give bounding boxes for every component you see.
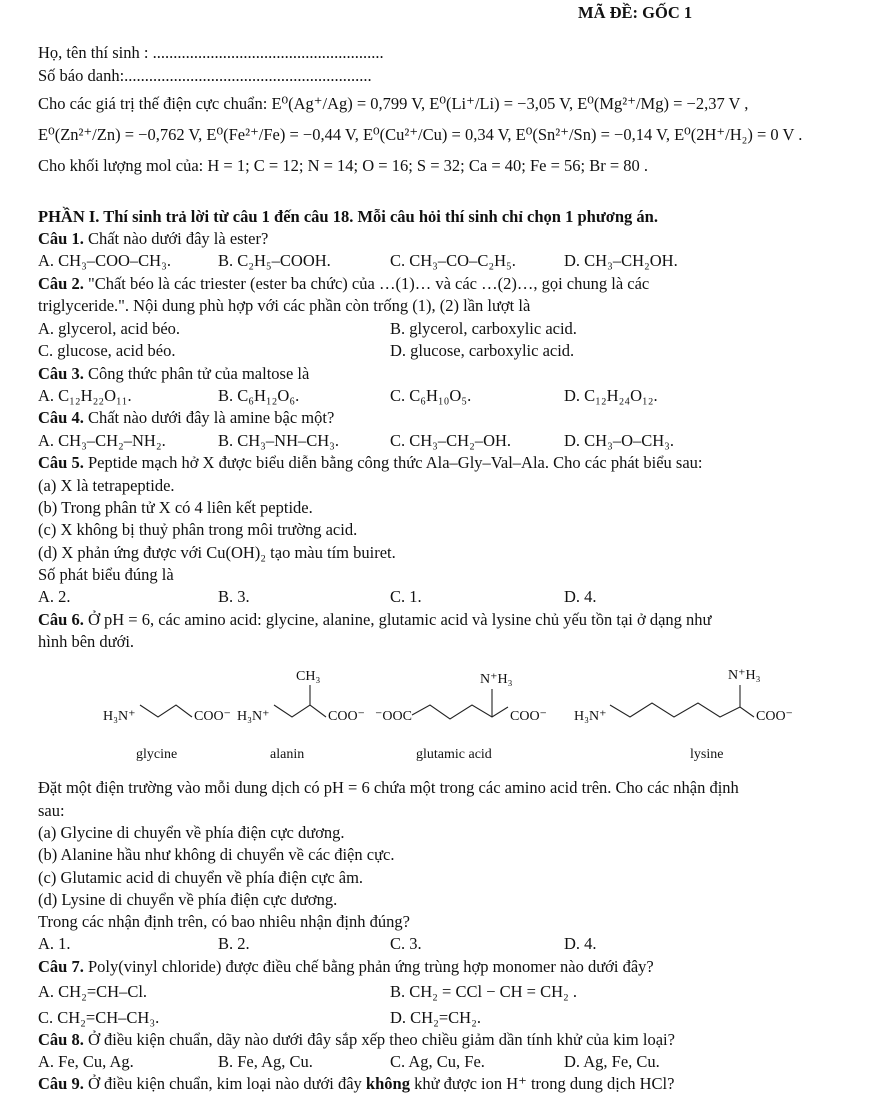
q6-option-a[interactable]: A. 1. bbox=[38, 934, 71, 953]
q3-option-d[interactable]: D. C₁₂H₂₄O₁₂. bbox=[564, 386, 658, 405]
glutamic-structure bbox=[375, 672, 547, 762]
q6-stem-2: hình bên dưới. bbox=[38, 632, 135, 651]
q6-stem: Câu 6. Ở pH = 6, các amino acid: glycine, alanine, glutamic acid và lysine chủ yếu tồn tại ở dạng như bbox=[38, 610, 712, 629]
q4-option-a[interactable]: A. CH₃–CH₂–NH₂. bbox=[38, 431, 166, 450]
q1-option-c[interactable]: C. CH₃–CO–C₂H₅. bbox=[390, 251, 516, 270]
alanine-methyl: CH₃ bbox=[296, 669, 321, 684]
q6-statement-d: (d) Lysine di chuyển về phía điện cực dương. bbox=[38, 890, 338, 909]
exam-code: MÃ ĐỀ: GỐC 1 bbox=[578, 3, 693, 22]
q1-stem: Câu 1. Chất nào dưới đây là ester? bbox=[38, 229, 269, 248]
q5-statement-a: (a) X là tetrapeptide. bbox=[38, 476, 175, 495]
q2-option-c[interactable]: C. glucose, acid béo. bbox=[38, 341, 176, 360]
q7-option-a[interactable]: A. CH₂=CH–Cl. bbox=[38, 982, 148, 1001]
q6-statement-c: (c) Glutamic acid di chuyển về phía điện cực âm. bbox=[38, 868, 364, 887]
q2-option-a[interactable]: A. glycerol, acid béo. bbox=[38, 319, 181, 338]
glycine-carboxyl: COO⁻ bbox=[194, 709, 231, 724]
q2-option-d[interactable]: D. glucose, carboxylic acid. bbox=[390, 341, 575, 360]
glutamic-amine: N⁺H₃ bbox=[480, 672, 513, 687]
q8-option-a[interactable]: A. Fe, Cu, Ag. bbox=[38, 1052, 134, 1071]
q2-option-b[interactable]: B. glycerol, carboxylic acid. bbox=[390, 319, 577, 338]
amino-acid-figure bbox=[100, 655, 800, 770]
q8-option-b[interactable]: B. Fe, Ag, Cu. bbox=[218, 1052, 313, 1071]
q6-stem-4: sau: bbox=[38, 801, 65, 820]
q4-option-c[interactable]: C. CH₃–CH₂–OH. bbox=[390, 431, 512, 450]
part1-title: PHẦN I. Thí sinh trả lời từ câu 1 đến câu 18. Mỗi câu hỏi thí sinh chỉ chọn 1 phương án. bbox=[38, 207, 658, 226]
q3-option-a[interactable]: A. C₁₂H₂₂O₁₁. bbox=[38, 386, 132, 405]
q4-option-d[interactable]: D. CH₃–O–CH₃. bbox=[564, 431, 675, 450]
q7-option-b[interactable]: B. CH₂ = CCl − CH = CH₂ . bbox=[390, 982, 578, 1001]
q4-option-b[interactable]: B. CH₃–NH–CH₃. bbox=[218, 431, 340, 450]
q3-stem: Câu 3. Công thức phân tử của maltose là bbox=[38, 364, 310, 383]
q6-option-c[interactable]: C. 3. bbox=[390, 934, 422, 953]
electrode-potentials-2: E⁰(Zn²⁺/Zn) = −0,762 V, E⁰(Fe²⁺/Fe) = −0,44 V, E⁰(Cu²⁺/Cu) = 0,34 V, E⁰(Sn²⁺/Sn) = −0,14 V, E⁰(2H⁺/H₂) = 0 V . bbox=[38, 125, 803, 144]
q6-stem-3: Đặt một điện trường vào mỗi dung dịch có pH = 6 chứa một trong các amino acid trên. Cho các nhận định bbox=[38, 778, 739, 797]
q6-option-b[interactable]: B. 2. bbox=[218, 934, 250, 953]
q1-option-a[interactable]: A. CH₃–COO–CH₃. bbox=[38, 251, 171, 270]
q3-option-c[interactable]: C. C₆H₁₀O₅. bbox=[390, 386, 472, 405]
glutamic-carboxyl: COO⁻ bbox=[510, 709, 547, 724]
q8-option-c[interactable]: C. Ag, Cu, Fe. bbox=[390, 1052, 485, 1071]
q7-option-c[interactable]: C. CH₂=CH–CH₃. bbox=[38, 1008, 160, 1027]
q4-stem: Câu 4. Chất nào dưới đây là amine bậc một? bbox=[38, 408, 335, 427]
q2-stem-2: triglyceride.". Nội dung phù hợp với các phần còn trống (1), (2) lần lượt là bbox=[38, 296, 531, 315]
q5-option-a[interactable]: A. 2. bbox=[38, 587, 71, 606]
q7-stem: Câu 7. Poly(vinyl chloride) được điều chế bằng phản ứng trùng hợp monomer nào dưới đây? bbox=[38, 957, 654, 976]
q8-option-d[interactable]: D. Ag, Fe, Cu. bbox=[564, 1052, 660, 1071]
alanine-structure bbox=[237, 669, 365, 762]
glycine-label: glycine bbox=[136, 747, 178, 762]
q5-statement-c: (c) X không bị thuỷ phân trong môi trường acid. bbox=[38, 520, 358, 539]
q1-option-d[interactable]: D. CH₃–CH₂OH. bbox=[564, 251, 678, 270]
alanine-carboxyl: COO⁻ bbox=[328, 709, 365, 724]
q6-statement-a: (a) Glycine di chuyển về phía điện cực dương. bbox=[38, 823, 345, 842]
electrode-potentials-1: Cho các giá trị thế điện cực chuẩn: E⁰(Ag⁺/Ag) = 0,799 V, E⁰(Li⁺/Li) = −3,05 V, E⁰(Mg²⁺/Mg) = −2,37 V , bbox=[38, 94, 749, 113]
q3-option-b[interactable]: B. C₆H₁₂O₆. bbox=[218, 386, 300, 405]
q5-statement-b: (b) Trong phân tử X có 4 liên kết peptide. bbox=[38, 498, 313, 517]
lysine-carboxyl: COO⁻ bbox=[756, 709, 793, 724]
q6-statement-b: (b) Alanine hầu như không di chuyển về các điện cực. bbox=[38, 845, 395, 864]
glycine-structure bbox=[103, 705, 231, 762]
q5-statement-d: (d) X phản ứng được với Cu(OH)₂ tạo màu tím buiret. bbox=[38, 543, 396, 562]
q6-ask: Trong các nhận định trên, có bao nhiêu nhận định đúng? bbox=[38, 912, 410, 931]
q1-option-b[interactable]: B. C₂H₅–COOH. bbox=[218, 251, 331, 270]
student-name-field: Họ, tên thí sinh : ........................................................ bbox=[38, 43, 384, 62]
q5-option-c[interactable]: C. 1. bbox=[390, 587, 422, 606]
q7-option-d[interactable]: D. CH₂=CH₂. bbox=[390, 1008, 481, 1027]
q5-option-b[interactable]: B. 3. bbox=[218, 587, 250, 606]
q5-option-d[interactable]: D. 4. bbox=[564, 587, 597, 606]
q8-stem: Câu 8. Ở điều kiện chuẩn, dãy nào dưới đây sắp xếp theo chiều giảm dần tính khử của kim loại? bbox=[38, 1030, 675, 1049]
alanine-amine: H₃N⁺ bbox=[237, 709, 270, 724]
lysine-label: lysine bbox=[690, 747, 724, 762]
q2-stem: Câu 2. "Chất béo là các triester (ester ba chức) của …(1)… và các …(2)…, gọi chung là các bbox=[38, 274, 650, 293]
glutamic-label: glutamic acid bbox=[416, 747, 492, 762]
q5-stem: Câu 5. Peptide mạch hở X được biểu diễn bằng công thức Ala–Gly–Val–Ala. Cho các phát biểu sau: bbox=[38, 453, 703, 472]
lysine-structure bbox=[574, 668, 793, 762]
glycine-amine: H₃N⁺ bbox=[103, 709, 136, 724]
glutamic-left-carboxyl: ⁻OOC bbox=[375, 709, 412, 724]
alanine-label: alanin bbox=[270, 747, 305, 762]
q9-stem: Câu 9. Ở điều kiện chuẩn, kim loại nào dưới đây không khử được ion H⁺ trong dung dịch HCl? bbox=[38, 1074, 675, 1093]
q6-option-d[interactable]: D. 4. bbox=[564, 934, 597, 953]
student-id-field: Số báo danh:............................................................ bbox=[38, 66, 372, 85]
q5-ask: Số phát biểu đúng là bbox=[38, 565, 174, 584]
molar-mass-line: Cho khối lượng mol của: H = 1; C = 12; N = 14; O = 16; S = 32; Ca = 40; Fe = 56; Br = 80 . bbox=[38, 156, 649, 175]
lysine-top-amine: N⁺H₃ bbox=[728, 668, 761, 683]
lysine-amine: H₃N⁺ bbox=[574, 709, 607, 724]
